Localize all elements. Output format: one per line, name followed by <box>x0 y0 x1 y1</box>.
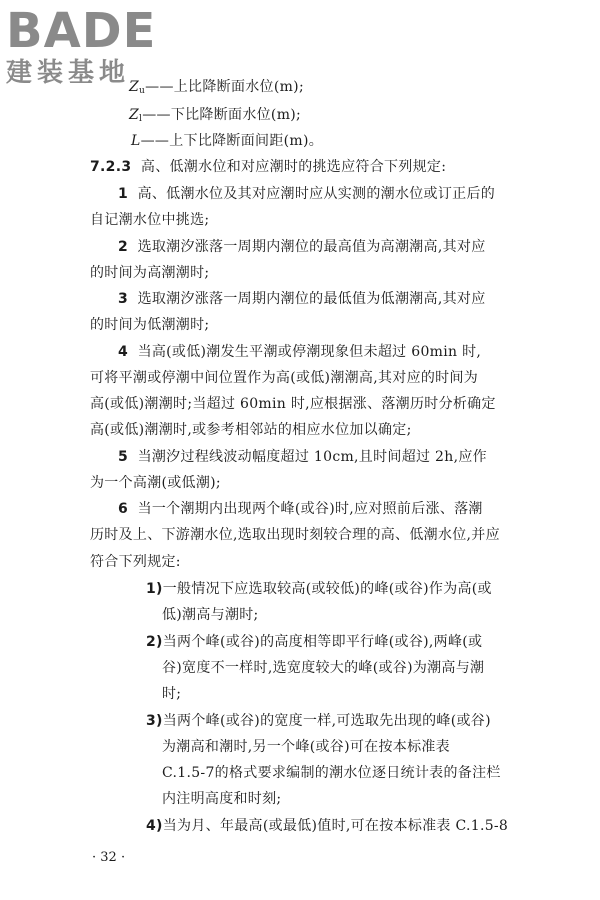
subitem-3-cont-a: 为潮高和潮时,另一个峰(或谷)可在按本标准表 <box>162 739 450 755</box>
definition-zl: Zl——下比降断面水位(m); <box>129 107 302 124</box>
logo-brand: BADE <box>6 3 157 59</box>
item-2: 2 选取潮汐涨落一周期内潮位的最高值为高潮潮高,其对应 <box>118 239 486 255</box>
item-4-cont-b: 高(或低)潮潮时;当超过 60min 时,应根据涨、落潮历时分析确定 <box>90 396 496 412</box>
subitem-3: 3)当两个峰(或谷)的宽度一样,可选取先出现的峰(或谷) <box>146 713 491 729</box>
subitem-2: 2)当两个峰(或谷)的高度相等即平行峰(或谷),两峰(或 <box>146 634 483 650</box>
page-number: · 32 · <box>92 850 126 865</box>
item-3-cont: 的时间为低潮潮时; <box>90 317 210 333</box>
item-5: 5 当潮汐过程线波动幅度超过 10cm,且时间超过 2h,应作 <box>118 449 487 465</box>
logo-subtitle: 建装基地 <box>6 58 131 88</box>
subitem-1: 1)一般情况下应选取较高(或较低)的峰(或谷)作为高(或 <box>146 581 492 597</box>
definition-l: L——上下比降断面间距(m)。 <box>131 133 324 149</box>
item-6-cont-b: 符合下列规定: <box>90 554 181 570</box>
subitem-3-cont-c: 内注明高度和时刻; <box>162 791 282 807</box>
definition-zu: Zu——上比降断面水位(m); <box>129 79 304 96</box>
item-3: 3 选取潮汐涨落一周期内潮位的最低值为低潮潮高,其对应 <box>118 291 486 307</box>
subitem-4: 4)当为月、年最高(或最低)值时,可在按本标准表 C.1.5-8 <box>146 818 509 834</box>
clause-heading: 7.2.3 高、低潮水位和对应潮时的挑选应符合下列规定: <box>90 159 447 175</box>
item-6-cont-a: 历时及上、下游潮水位,选取出现时刻较合理的高、低潮水位,并应 <box>90 527 500 543</box>
subitem-2-cont-b: 时; <box>162 686 182 702</box>
item-4: 4 当高(或低)潮发生平潮或停潮现象但未超过 60min 时, <box>118 344 482 360</box>
item-4-cont-a: 可将平潮或停潮中间位置作为高(或低)潮潮高,其对应的时间为 <box>90 370 479 386</box>
subitem-1-cont: 低)潮高与潮时; <box>162 607 259 623</box>
item-4-cont-c: 高(或低)潮潮时,或参考相邻站的相应水位加以确定; <box>90 422 412 438</box>
item-1: 1 高、低潮水位及其对应潮时应从实测的潮水位或订正后的 <box>118 186 496 202</box>
item-2-cont: 的时间为高潮潮时; <box>90 265 210 281</box>
item-1-cont: 自记潮水位中挑选; <box>90 212 210 228</box>
item-5-cont: 为一个高潮(或低潮); <box>90 475 221 491</box>
subitem-2-cont-a: 谷)宽度不一样时,选宽度较大的峰(或谷)为潮高与潮 <box>162 660 485 676</box>
subitem-3-cont-b: C.1.5-7的格式要求编制的潮水位逐日统计表的备注栏 <box>162 765 501 781</box>
item-6: 6 当一个潮期内出现两个峰(或谷)时,应对照前后涨、落潮 <box>118 501 483 517</box>
